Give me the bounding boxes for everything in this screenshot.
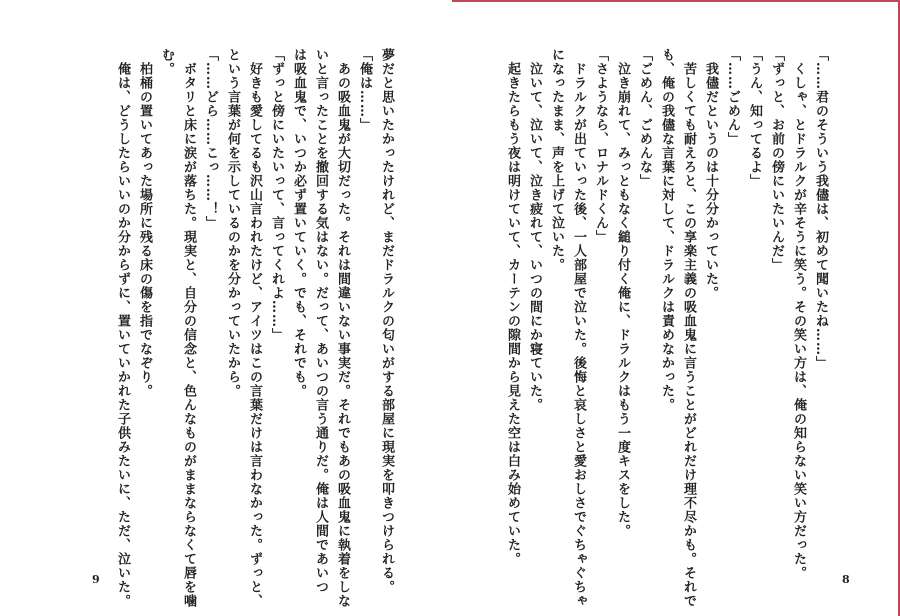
text-line: 夢だと思いたかったけれど、まだドラルクの匂いがする部屋に現実を叩きつけられる。	[379, 48, 394, 594]
text-line: も、俺の我儘な言葉に対して、ドラルクは責めなかった。	[659, 48, 674, 412]
text-line: 「……どら……こっ……！」	[203, 48, 218, 230]
page-number: 9	[92, 573, 100, 586]
text-line: 起きたらもう夜は明けていて、カーテンの隙間から見えた空は白み始めていた。	[505, 62, 520, 566]
text-line: 泣いて、泣いて、泣き疲れて、いつの間にか寝ていた。	[527, 62, 542, 412]
text-line: 苦しくても耐えろと、この享楽主義の吸血鬼に言うことがどれだけ理不尽かも。それで	[681, 62, 696, 608]
text-line: 「俺は……」	[357, 48, 372, 132]
text-line: ドラルクが出ていった後、一人部屋で泣いた。後悔と哀しさと愛おしさでぐちゃぐちゃ	[571, 62, 586, 608]
text-line: 泣き崩れて、みっともなく縋り付く俺に、ドラルクはもう一度キスをした。	[615, 62, 630, 538]
text-line: という言葉が何を示しているのかを分かっていたから。	[225, 48, 240, 398]
right-page	[450, 0, 900, 616]
text-line: 「ずっと、お前の傍にいたいんだ」	[769, 48, 784, 272]
text-line: 我儘だというのは十分分かっていた。	[703, 62, 718, 300]
text-line: あの吸血鬼が大切だった。それは間違いない事実だ。それでもあの吸血鬼に執着をしな	[335, 62, 350, 608]
text-line: ボタリと床に涙が落ちた。現実と、自分の信念と、色んなものがままならなくて唇を噛	[181, 62, 196, 608]
text-line: 「……ごめん」	[725, 48, 740, 146]
text-line: 「うん、知ってるよ」	[747, 48, 762, 188]
text-line: いと言ったことを撤回する気はない。だって、あいつの言う通りだ。俺は人間であいつ	[313, 48, 328, 594]
text-line: 「さようなら、ロナルドくん」	[593, 48, 608, 244]
text-line: 柏桶の置いてあった場所に残る床の傷を指でなぞり。	[137, 62, 152, 398]
text-line: 「ごめん、ごめんな」	[637, 48, 652, 188]
text-line: 好きも愛してるも沢山言われたけど、アイツはこの言葉だけは言わなかった。ずっと、	[247, 62, 262, 608]
text-line: 「ずっと傍にいたいって、言ってくれよ……」	[269, 48, 284, 342]
text-line: む。	[159, 48, 174, 76]
text-line: は吸血鬼で、いつか必ず置いていく。でも、それでも。	[291, 48, 306, 398]
text-line: になったまま、声を上げて泣いた。	[549, 48, 564, 272]
text-line: 俺は、どうしたらいいのか分からずに、置いていかれた子供みたいに、ただ、泣いた。	[115, 62, 130, 608]
text-line: くしゃ、とドラルクが辛そうに笑う。その笑い方は、俺の知らない笑い方だった。	[791, 62, 806, 580]
text-line: 「……君のそういう我儘は、初めて聞いたね……」	[813, 48, 828, 370]
page-number: 8	[842, 573, 850, 586]
